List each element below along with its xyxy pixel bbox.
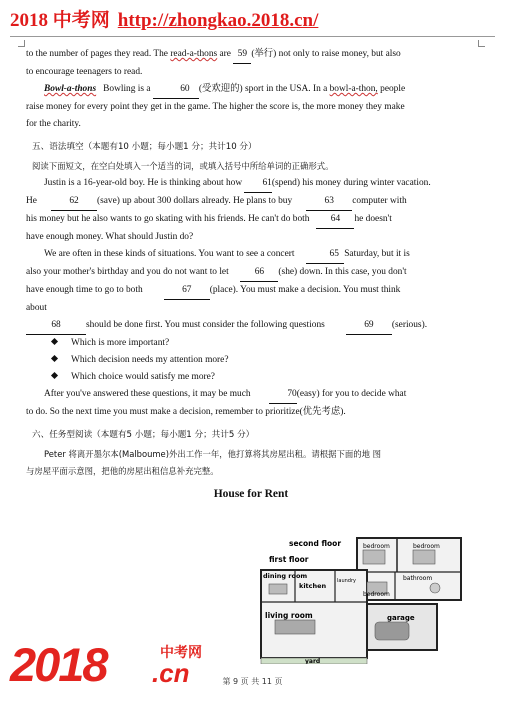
paragraph-line: to encourage teenagers to read.: [26, 67, 143, 77]
answer-blank[interactable]: 60: [153, 81, 199, 99]
header-rule: [10, 36, 495, 37]
section-heading: 五、语法填空（本题有10 小题；每小题1 分；共计10 分）: [32, 142, 257, 152]
floor-plan-label: living room: [265, 611, 313, 620]
paragraph-line: Justin is a 16-year-old boy. He is thinking about how 61(spend) his money during winter vacation.: [26, 175, 476, 193]
paragraph-line: have enough money. What should Justin do?: [26, 232, 194, 242]
site-logo-domain: .cn: [152, 658, 190, 688]
diamond-bullet-icon: [51, 338, 58, 345]
paragraph-line: to the number of pages they read. The read-a-thons are 59 (举行) not only to raise money, but also: [26, 46, 476, 64]
floor-plan-image: [255, 532, 465, 664]
site-header: [10, 5, 318, 32]
paragraph-line: have enough time to go to both 67 (place). You must make a decision. You must think: [26, 282, 476, 300]
site-logo: 2018: [10, 638, 107, 691]
section-heading: 六、任务型阅读（本题有5 小题；每小题1 分；共计5 分）: [32, 430, 255, 440]
answer-blank[interactable]: 70: [269, 386, 296, 404]
answer-blank[interactable]: 63: [306, 193, 352, 211]
floor-plan-label: yard: [305, 658, 321, 664]
margin-corner-mark: [18, 40, 25, 47]
floor-plan-label: garage: [387, 614, 415, 622]
answer-blank[interactable]: 68: [26, 317, 86, 335]
floor-plan-label: bathroom: [403, 575, 433, 582]
list-item: Which choice would satisfy me more?: [26, 369, 476, 386]
house-for-rent-title: House for Rent: [213, 488, 289, 500]
paragraph-line: raise money for every point they get in the game. The higher the score is, the more money they make: [26, 102, 405, 112]
floor-plan-label: kitchen: [299, 582, 327, 590]
paragraph-line: for the charity.: [26, 119, 81, 129]
margin-corner-mark: [478, 40, 485, 47]
floor-plan-label: bedroom: [413, 543, 440, 550]
paragraph-line: Bowl-a-thons Bowling is a 60 (受欢迎的) sport in the USA. In a bowl-a-thon, people: [26, 81, 476, 99]
answer-blank[interactable]: 62: [51, 193, 97, 211]
paragraph-line: 与房屋平面示意图，把他的房屋出租信息补充完整。: [26, 466, 219, 476]
answer-blank[interactable]: 64: [316, 211, 354, 229]
diamond-bullet-icon: [51, 355, 58, 362]
paragraph-line: about: [26, 303, 47, 313]
paragraph-line: to do. So the next time you must make a decision, remember to prioritize(优先考虑).: [26, 407, 346, 417]
answer-blank[interactable]: 67: [164, 282, 210, 300]
paragraph-line: also your mother's birthday and you do not want to let 66 (she) down. In this case, you don't: [26, 264, 476, 282]
paragraph-line: his money but he also wants to go skating with his friends. He can't do both 64 he doesn't: [26, 211, 476, 229]
site-brand: 2018 中考网: [10, 10, 110, 31]
floor-plan-label: bedroom: [363, 591, 390, 598]
instruction-text: 阅读下面短文，在空白处填入一个适当的词，或填入括号中所给单词的正确形式。: [32, 161, 334, 171]
paragraph-line: We are often in these kinds of situations. You want to see a concert 65 Saturday, but it is: [26, 246, 476, 264]
paragraph-line: 68 should be done first. You must consider the following questions 69 (serious).: [26, 317, 476, 335]
answer-blank[interactable]: 66: [240, 264, 278, 282]
document-body: [26, 46, 476, 503]
list-item: Which decision needs my attention more?: [26, 352, 476, 369]
page-number-footer: 第 9 页 共 11 页: [222, 677, 283, 686]
answer-blank[interactable]: 61: [244, 175, 271, 193]
floor-plan-label: bedroom: [363, 543, 390, 550]
floor-plan-label: laundry: [337, 578, 356, 584]
floor-plan-label: second floor: [289, 539, 342, 548]
paragraph-line: He 62 (save) up about 300 dollars already. He plans to buy 63 computer with: [26, 193, 476, 211]
floor-plan-label: dining room: [263, 572, 308, 580]
site-logo-text: 中考网: [160, 645, 202, 661]
answer-blank[interactable]: 59: [233, 46, 251, 64]
floor-plan-label: first floor: [269, 555, 309, 564]
list-item: Which is more important?: [26, 335, 476, 352]
paragraph-line: After you've answered these questions, it may be much 70(easy) for you to decide what: [26, 386, 476, 404]
answer-blank[interactable]: 69: [346, 317, 392, 335]
site-url-link[interactable]: http://zhongkao.2018.cn/: [117, 10, 319, 31]
diamond-bullet-icon: [51, 372, 58, 379]
answer-blank[interactable]: 65: [306, 246, 344, 264]
paragraph-line: Peter 将离开墨尔本(Malboume)外出工作一年，他打算将其房屋出租。请根据下面的地 图: [44, 449, 382, 459]
